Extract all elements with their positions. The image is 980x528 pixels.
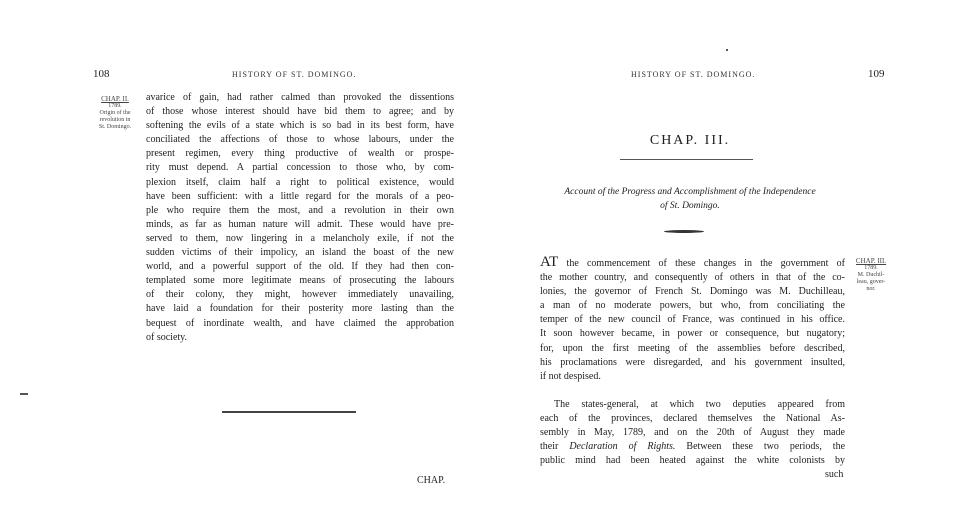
text-line	[540, 440, 845, 454]
margin-line: revolution in	[99, 117, 131, 123]
chapter-heading: CHAP. III.	[649, 133, 731, 148]
text-line: sudden victims of their impolicy, an island the boast of the new	[146, 247, 454, 259]
text-line: It soon however became, in power or consequence, but nugatory;	[540, 328, 845, 340]
text-line: The states-general, at which two deputies appeared from	[554, 399, 845, 410]
text-line: softening the evils of a state which is so bad in its best form, have	[146, 120, 454, 132]
text-fragment: Between these two periods, the	[675, 441, 846, 453]
chapter-subtitle	[530, 185, 850, 213]
text-line: templated some more legitimate means of prosecuting the labours	[146, 275, 454, 287]
section-end-rule	[222, 411, 356, 413]
margin-line: Origin of the	[99, 110, 131, 116]
text-line: a man of no moderate powers, but who, from conciliating the	[540, 300, 845, 312]
text-line	[540, 255, 845, 271]
text-line: minds, as far as human nature will admit. These would have pre-	[146, 218, 454, 230]
right-page-number: 109	[868, 68, 885, 80]
text-line: world, and a powerful support of the old. If they had then con-	[146, 261, 454, 273]
text-line: public mind had been heated against the white colonists by	[540, 455, 845, 467]
text-fragment: their	[540, 441, 570, 453]
right-body-text	[540, 255, 845, 384]
heading-rule	[620, 159, 753, 160]
text-line: rity must depend. A partial concession to those who, by com-	[146, 162, 454, 174]
ornament-rule	[664, 230, 704, 233]
subtitle-line: Account of the Progress and Accomplishment of the Independence	[564, 187, 816, 197]
text-line: for, upon the first meeting of the assemblies before described,	[540, 342, 845, 354]
right-margin-note	[848, 258, 894, 293]
subtitle-line: of St. Domingo.	[660, 201, 720, 211]
left-catchword: CHAP.	[417, 475, 446, 486]
text-line: temper of the new council of France, was continued in his office.	[540, 314, 845, 326]
text-line: served to them, now lingering in a melancholy exile, if not the	[146, 232, 454, 244]
text-line: plexion itself, claim half a right to political existence, would	[146, 176, 454, 188]
left-page-number: 108	[93, 68, 110, 80]
text-line: conciliated the affections of those to whose labours, under the	[146, 134, 454, 146]
text-line: ple who require them the most, and a revolution in their own	[146, 204, 454, 216]
right-body-text-para2	[540, 398, 845, 468]
page-speck	[726, 49, 728, 51]
margin-line: St. Domingo.	[98, 124, 132, 130]
left-running-head: HISTORY OF ST. DOMINGO.	[232, 70, 357, 79]
text-line: bequest of inordinate wealth, and have claimed the approbation	[146, 317, 454, 329]
right-page	[490, 0, 980, 528]
text-line: lonies, the governor of French St. Domingo was M. Duchilleau,	[540, 286, 845, 298]
text-line: sembly in May, 1789, and on the 20th of August they made	[540, 427, 845, 439]
page-speck	[20, 393, 28, 395]
left-body-text	[146, 91, 454, 345]
margin-year: 1789.	[864, 265, 878, 271]
text-line: present regimen, every thing productive of wealth or prospe-	[146, 148, 454, 160]
text-fragment: the commencement of these changes in the government of	[558, 258, 845, 269]
text-line: his proclamations were disregarded, and his government insulted,	[540, 356, 845, 368]
text-line: of those whose interest should have bid them to agree; and by	[146, 106, 454, 118]
margin-chapter: CHAP. II.	[101, 95, 129, 103]
text-line: if not despised.	[540, 370, 601, 382]
text-line: have been sufficient: with a little regard for the morals of a peo-	[146, 190, 454, 202]
right-running-head: HISTORY OF ST. DOMINGO.	[631, 70, 756, 79]
text-line: of their colony, they might, however immediately unavailing,	[146, 289, 454, 301]
drop-cap: AT	[540, 254, 559, 270]
margin-line: leau, gover-	[856, 279, 886, 285]
text-line: have laid a foundation for their posterity more lasting than the	[146, 303, 454, 315]
margin-chapter: CHAP. III.	[855, 257, 887, 265]
italic-title: Declaration of Rights.	[569, 441, 676, 453]
text-line: of society.	[146, 331, 188, 343]
text-line: each of the provinces, declared themselves the National As-	[540, 413, 845, 425]
margin-year: 1789.	[108, 103, 122, 109]
left-margin-note	[92, 96, 138, 131]
right-catchword: such	[825, 469, 844, 480]
margin-line: nor.	[866, 286, 876, 292]
margin-line: M. Duchil-	[857, 272, 885, 278]
text-line: avarice of gain, had rather calmed than provoked the dissentions	[146, 92, 454, 103]
text-line: the mother country, and consequently of others in that of the co-	[540, 272, 845, 284]
